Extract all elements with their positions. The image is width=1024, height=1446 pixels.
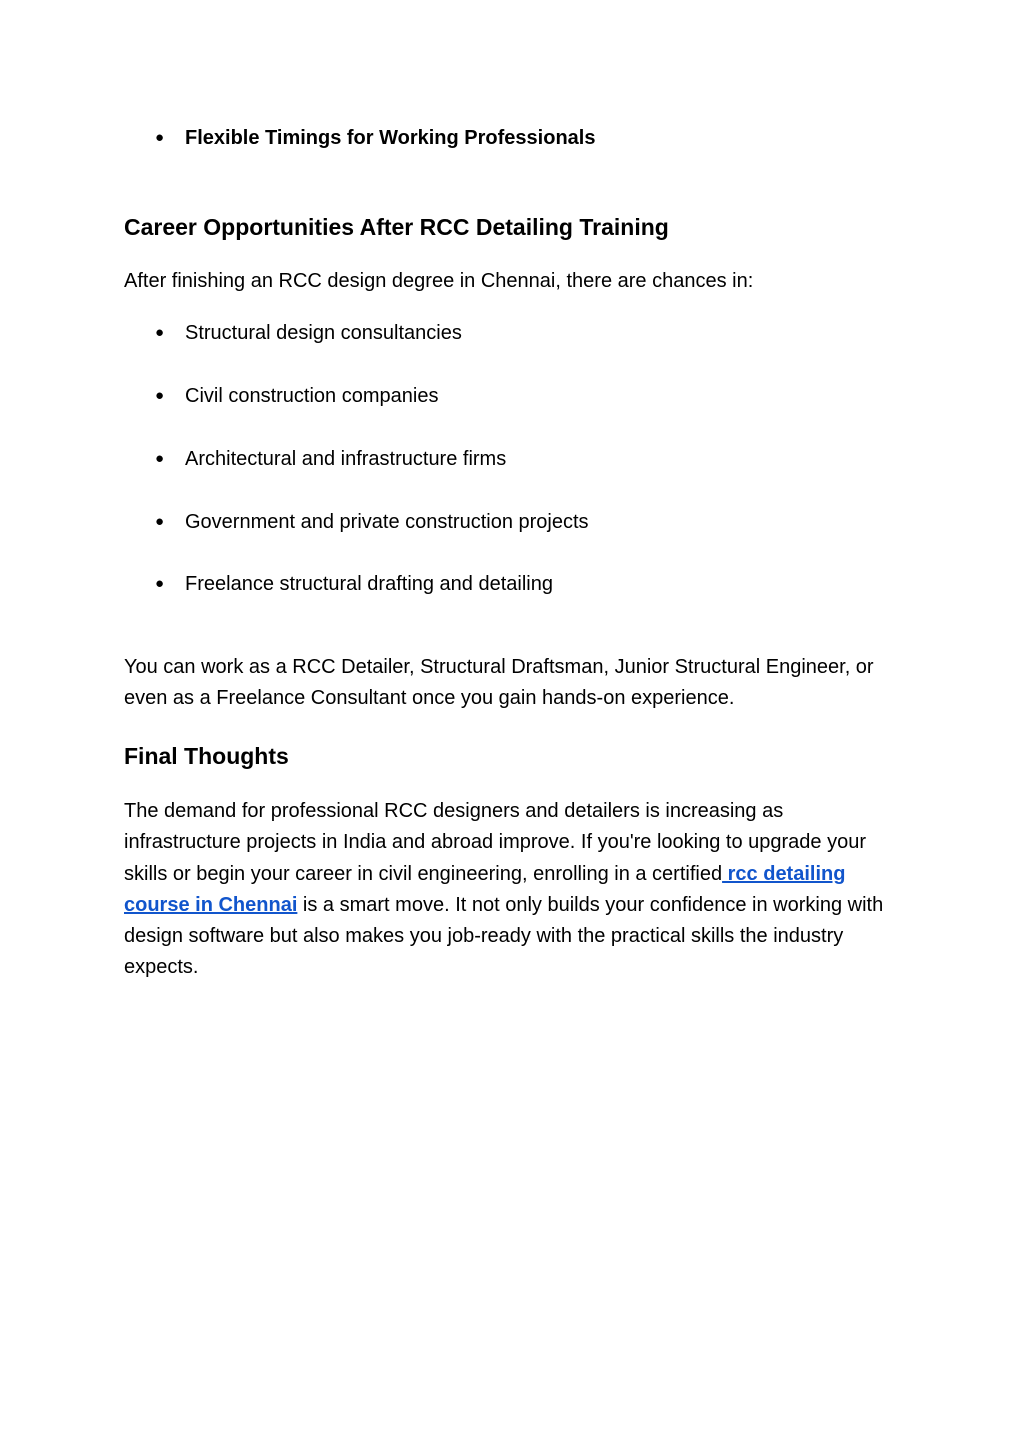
career-roles-paragraph: You can work as a RCC Detailer, Structural Draftsman, Junior Structural Engineer, or even as a Freelance Consultant once you gain hands-on experience. xyxy=(124,656,874,710)
bullet-icon: ● xyxy=(155,129,165,146)
list-item xyxy=(155,383,438,409)
list-item-text: Architectural and infrastructure firms xyxy=(185,448,507,470)
list-item xyxy=(155,446,506,472)
section-heading-final-thoughts: Final Thoughts xyxy=(124,743,289,769)
list-item-text: Government and private construction projects xyxy=(185,511,589,533)
final-thoughts-paragraph xyxy=(124,796,904,984)
bullet-icon: ● xyxy=(155,575,165,592)
bullet-icon: ● xyxy=(155,387,165,404)
bullet-icon: ● xyxy=(155,450,165,467)
list-item-text: Structural design consultancies xyxy=(185,322,462,344)
bullet-icon: ● xyxy=(155,513,165,530)
list-item xyxy=(155,509,589,535)
final-text-after-link: is a smart move. It not only builds your confidence in working with design software but also makes you job-ready with the practical skills the industry expects. xyxy=(124,893,884,979)
list-item xyxy=(155,125,595,151)
list-item xyxy=(155,320,462,346)
section-heading-career: Career Opportunities After RCC Detailing Training xyxy=(124,214,669,240)
bullet-icon: ● xyxy=(155,324,165,341)
rcc-detailing-course-link[interactable]: rcc detailing course in Chennai xyxy=(124,862,846,916)
final-text-before-link: The demand for professional RCC designers and detailers is increasing as infrastructure projects in India and abroad improve. If you're looking to upgrade your skills or begin your career in civil engineering, enrolling in a certified xyxy=(124,800,867,885)
list-item-text: Civil construction companies xyxy=(185,385,439,407)
list-item xyxy=(155,571,553,597)
list-item-text: Freelance structural drafting and detailing xyxy=(185,573,553,595)
career-intro-text: After finishing an RCC design degree in Chennai, there are chances in: xyxy=(124,270,754,292)
list-item-text: Flexible Timings for Working Professionals xyxy=(185,127,596,149)
